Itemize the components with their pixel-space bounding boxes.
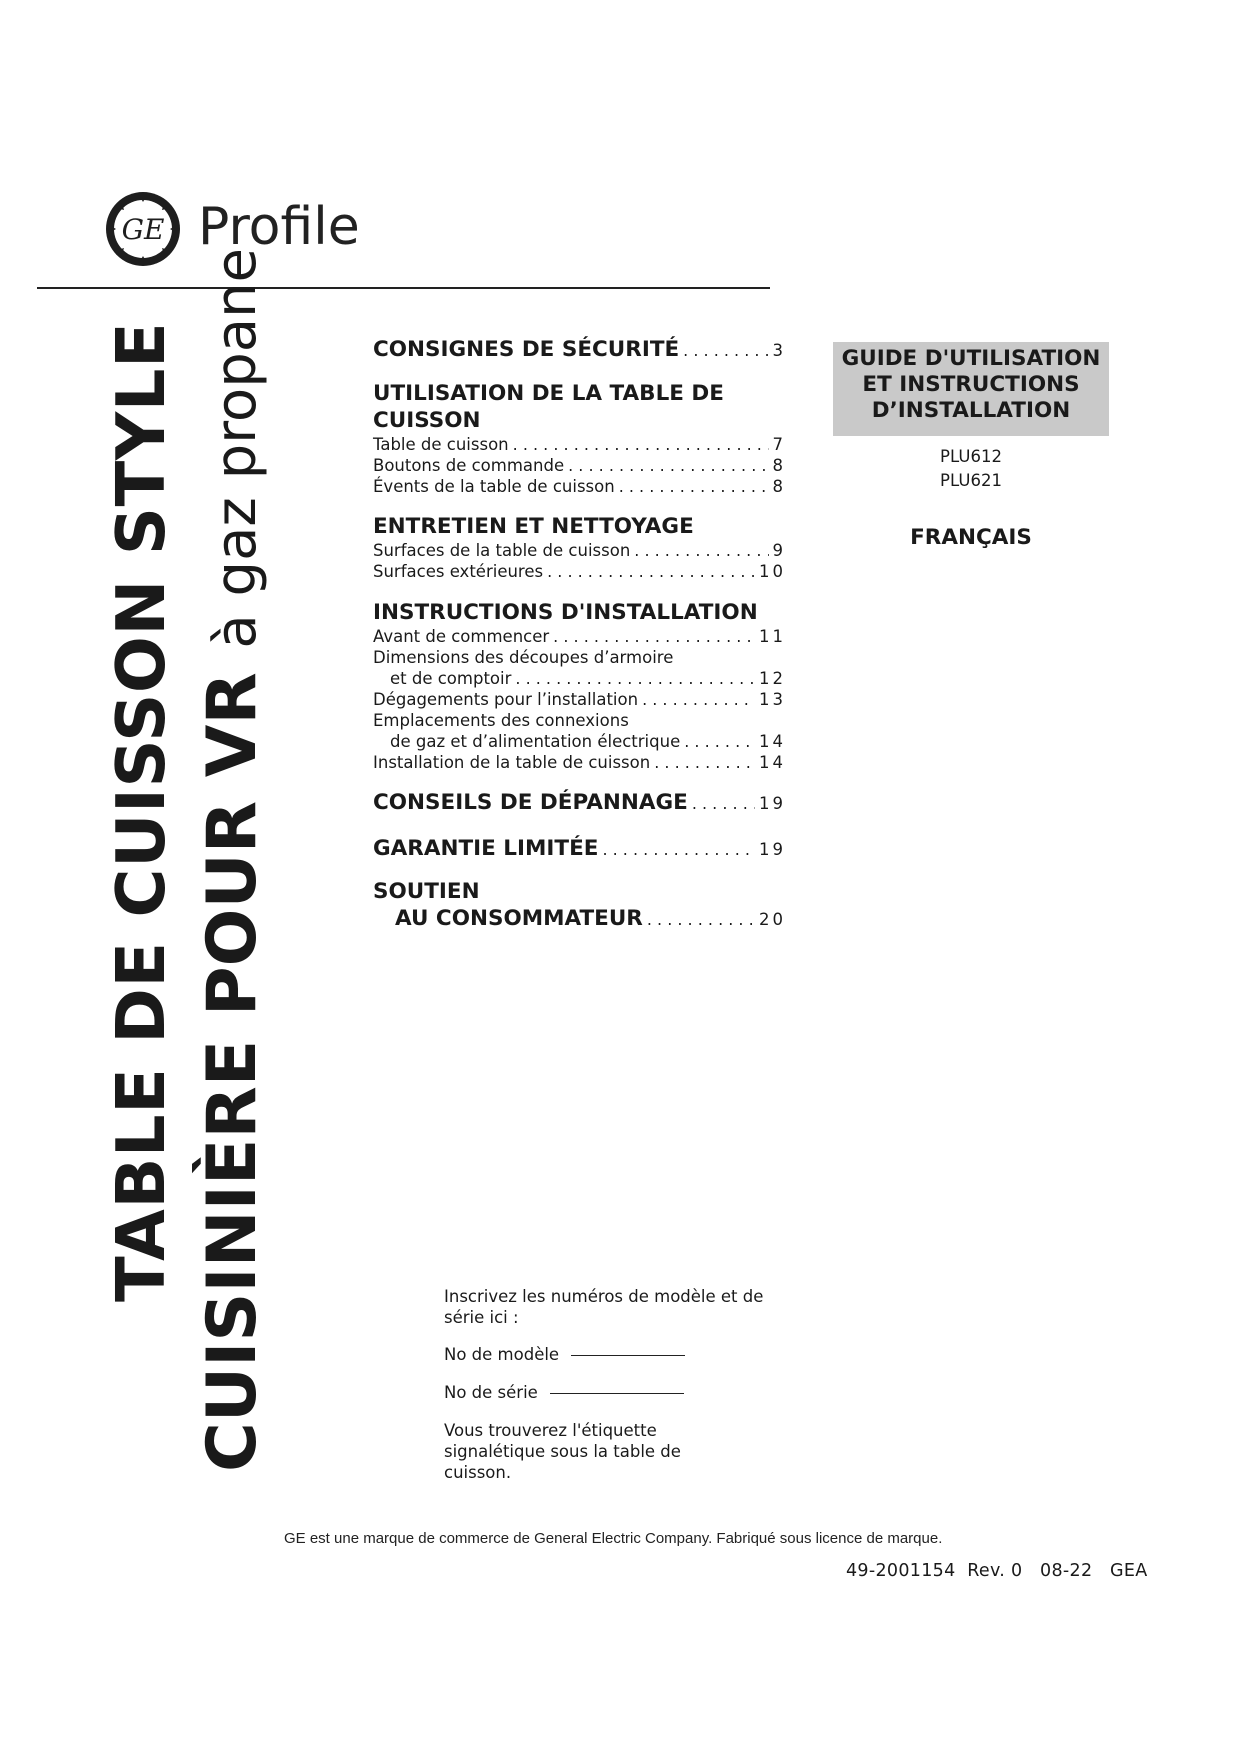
toc-leader bbox=[547, 561, 755, 582]
toc-page: 20 bbox=[759, 910, 786, 929]
toc-item-label: Installation de la table de cuisson bbox=[373, 753, 651, 772]
guide-title-box bbox=[833, 342, 1109, 436]
guide-title bbox=[833, 342, 1109, 424]
document-number: 49-2001154 Rev. 0 08-22 GEA bbox=[846, 1561, 1148, 1581]
serial-number-label: No de série bbox=[444, 1383, 538, 1402]
toc-heading[interactable]: SOUTIEN bbox=[373, 879, 480, 904]
toc-heading[interactable]: UTILISATION DE LA TABLE DE CUISSON bbox=[373, 381, 724, 433]
guide-title-line: ET INSTRUCTIONS bbox=[862, 372, 1080, 397]
toc-heading-label: AU CONSOMMATEUR bbox=[395, 906, 643, 931]
toc-item-label: Surfaces de la table de cuisson bbox=[373, 541, 631, 560]
toc-section-support bbox=[373, 878, 786, 933]
toc-heading-label: GARANTIE LIMITÉE bbox=[373, 836, 599, 861]
model-number: PLU621 bbox=[940, 471, 1002, 490]
toc-leader bbox=[642, 689, 755, 710]
toc-page: 9 bbox=[772, 541, 786, 560]
toc-item-label[interactable]: Emplacements des connexions bbox=[373, 711, 629, 730]
brand-name: Profile bbox=[198, 197, 360, 257]
toc-item-label: Table de cuisson bbox=[373, 435, 509, 454]
toc-leader bbox=[654, 752, 755, 773]
toc-entry[interactable] bbox=[373, 336, 786, 364]
toc-section-installation bbox=[373, 599, 786, 773]
toc-heading-label: CONSEILS DE DÉPANNAGE bbox=[373, 790, 688, 815]
toc-section-troubleshooting bbox=[373, 789, 786, 817]
toc-leader bbox=[553, 626, 755, 647]
product-title-line2 bbox=[193, 247, 272, 1472]
toc-item-label: Avant de commencer bbox=[373, 627, 550, 646]
toc-page: 13 bbox=[759, 690, 786, 709]
record-intro: Inscrivez les numéros de modèle et de série ici : bbox=[444, 1287, 764, 1327]
toc-leader bbox=[684, 731, 755, 752]
trademark-notice: GE est une marque de commerce de General Electric Company. Fabriqué sous licence de marque. bbox=[284, 1530, 943, 1547]
model-number-label: No de modèle bbox=[444, 1345, 560, 1364]
toc-page: 8 bbox=[772, 477, 786, 496]
toc-item-label: Dégagements pour l’installation bbox=[373, 690, 639, 709]
toc-page: 8 bbox=[772, 456, 786, 475]
product-title-sub: à gaz propane bbox=[204, 247, 269, 649]
toc-leader bbox=[602, 836, 755, 863]
toc-section-safety bbox=[373, 336, 786, 364]
toc-leader bbox=[692, 790, 755, 817]
header-divider bbox=[37, 287, 770, 289]
toc-leader bbox=[513, 434, 769, 455]
toc-leader bbox=[515, 668, 755, 689]
toc-leader bbox=[683, 337, 768, 364]
toc-item-label: Évents de la table de cuisson bbox=[373, 477, 615, 496]
toc-item-label: et de comptoir bbox=[390, 669, 512, 688]
toc-section-care bbox=[373, 513, 786, 582]
toc-entry[interactable] bbox=[373, 789, 786, 817]
toc-page: 12 bbox=[759, 669, 786, 688]
toc-item-label: Surfaces extérieures bbox=[373, 562, 544, 581]
toc-entry[interactable] bbox=[373, 835, 786, 863]
toc-leader bbox=[634, 540, 768, 561]
toc-entry[interactable] bbox=[373, 731, 786, 752]
toc-entry[interactable] bbox=[373, 540, 786, 561]
toc-entry[interactable] bbox=[373, 905, 786, 933]
toc-entry[interactable] bbox=[373, 689, 786, 710]
toc-leader bbox=[568, 455, 768, 476]
toc-section-usage bbox=[373, 380, 786, 497]
toc-entry[interactable] bbox=[373, 626, 786, 647]
toc-entry[interactable] bbox=[373, 752, 786, 773]
model-number-field bbox=[444, 1344, 784, 1365]
model-list bbox=[833, 445, 1109, 493]
serial-number-field bbox=[444, 1382, 784, 1403]
model-number-blank bbox=[571, 1354, 685, 1356]
guide-title-line: D’INSTALLATION bbox=[871, 398, 1071, 423]
product-title-main: CUISINIÈRE POUR VR bbox=[193, 672, 272, 1472]
toc-item-label: Boutons de commande bbox=[373, 456, 565, 475]
rating-label-note: Vous trouverez l'étiquette signalétique sous la table de cuisson. bbox=[444, 1421, 681, 1482]
toc-section-warranty bbox=[373, 835, 786, 863]
toc-entry[interactable] bbox=[373, 455, 786, 476]
toc-item-label: de gaz et d’alimentation électrique bbox=[390, 732, 681, 751]
toc-page: 14 bbox=[759, 753, 786, 772]
model-number: PLU612 bbox=[940, 447, 1002, 466]
ge-logo-text: GE bbox=[121, 213, 165, 246]
table-of-contents bbox=[373, 336, 786, 933]
toc-page: 3 bbox=[772, 341, 786, 360]
toc-page: 19 bbox=[759, 794, 786, 813]
toc-heading[interactable]: ENTRETIEN ET NETTOYAGE bbox=[373, 514, 694, 539]
product-title-line1: TABLE DE CUISSON STYLE bbox=[102, 321, 180, 1302]
toc-leader bbox=[647, 906, 755, 933]
toc-entry[interactable] bbox=[373, 434, 786, 455]
toc-page: 14 bbox=[759, 732, 786, 751]
ge-logo bbox=[104, 190, 182, 268]
toc-entry[interactable] bbox=[373, 561, 786, 582]
serial-number-blank bbox=[550, 1392, 684, 1394]
toc-entry[interactable] bbox=[373, 668, 786, 689]
toc-item-label[interactable]: Dimensions des découpes d’armoire bbox=[373, 648, 674, 667]
record-numbers-block bbox=[444, 1286, 784, 1483]
guide-title-line: GUIDE D'UTILISATION bbox=[841, 346, 1101, 371]
language-label: FRANÇAIS bbox=[910, 525, 1032, 550]
toc-page: 7 bbox=[772, 435, 786, 454]
toc-page: 10 bbox=[759, 562, 786, 581]
toc-page: 11 bbox=[759, 627, 786, 646]
toc-heading-label: CONSIGNES DE SÉCURITÉ bbox=[373, 337, 680, 362]
toc-entry[interactable] bbox=[373, 476, 786, 497]
toc-page: 19 bbox=[759, 840, 786, 859]
toc-heading[interactable]: INSTRUCTIONS D'INSTALLATION bbox=[373, 600, 758, 625]
toc-leader bbox=[619, 476, 769, 497]
